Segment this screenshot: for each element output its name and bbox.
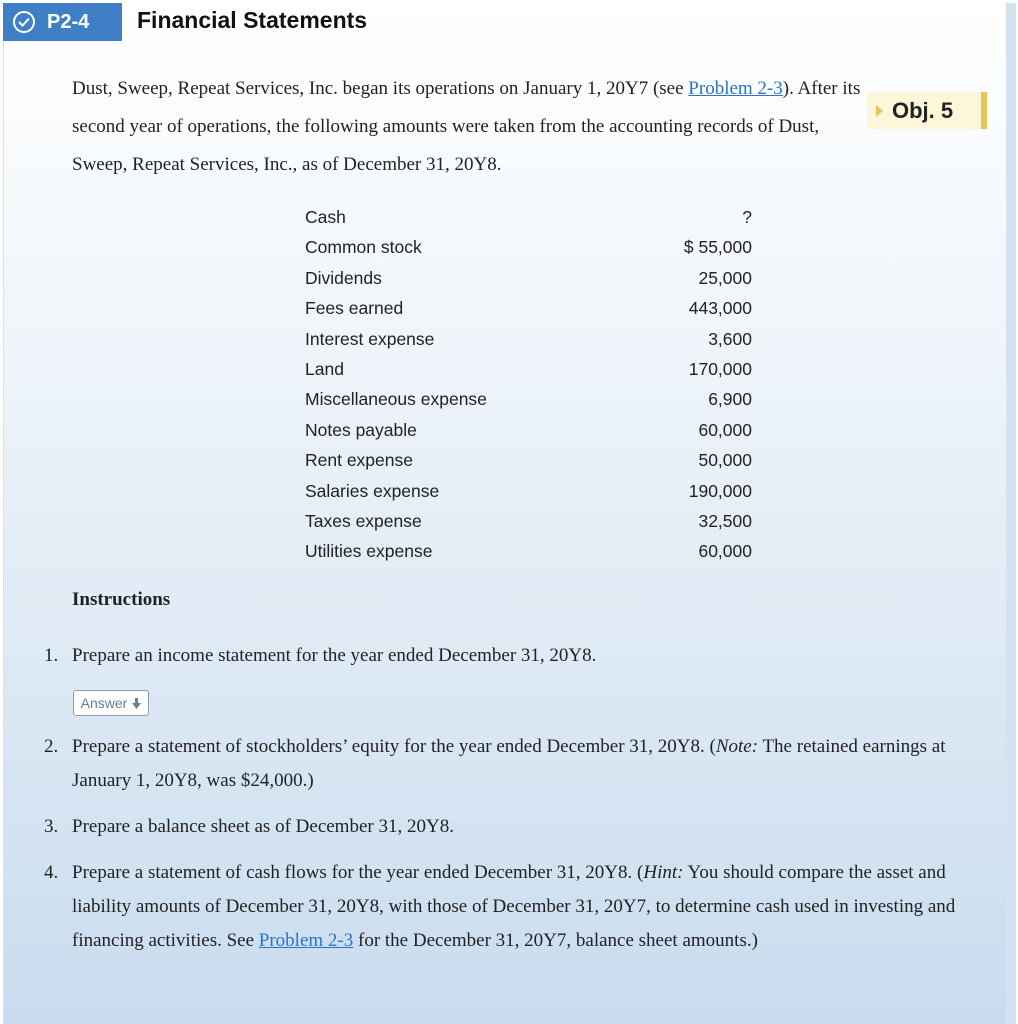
table-row xyxy=(305,354,752,384)
objective-label: Obj. 5 xyxy=(892,97,954,123)
table-row xyxy=(305,324,752,354)
checkmark-icon xyxy=(13,11,35,33)
account-name: Interest expense xyxy=(305,328,435,349)
item-number: 2. xyxy=(44,736,59,757)
problem-number: P2-4 xyxy=(47,10,90,33)
account-name: Cash xyxy=(305,207,346,227)
account-amount: 3,600 xyxy=(708,328,752,349)
account-name: Rent expense xyxy=(305,450,413,471)
problem-tag xyxy=(3,3,122,41)
table-row xyxy=(305,202,752,232)
problem-link[interactable]: Problem 2-3 xyxy=(688,78,783,99)
account-name: Fees earned xyxy=(305,298,404,319)
account-amount: 32,500 xyxy=(698,510,752,531)
answer-button[interactable] xyxy=(73,690,149,716)
account-amount: 60,000 xyxy=(698,419,752,440)
table-row xyxy=(305,232,752,262)
hint-label: Hint: xyxy=(643,862,684,883)
item-text: Prepare an income statement for the year ended December 31, 20Y8. xyxy=(72,645,597,666)
account-name: Common stock xyxy=(305,237,422,258)
account-name: Taxes expense xyxy=(305,510,422,531)
account-name: Dividends xyxy=(305,267,382,288)
account-name: Salaries expense xyxy=(305,480,440,501)
triangle-right-icon xyxy=(876,105,883,117)
account-name: Miscellaneous expense xyxy=(305,389,487,410)
item-text: Prepare a statement of stockholders’ equity for the year ended December 31, 20Y8. (Note: The retained earnings at January 1, 20Y8, was $24,000.) xyxy=(72,736,946,791)
intro-text-start: Dust, Sweep, Repeat Services, Inc. began its operations on January 1, 20Y7 (see xyxy=(72,78,689,99)
account-amount: $ 55,000 xyxy=(683,237,752,258)
account-amount: 190,000 xyxy=(688,480,752,501)
account-name: Land xyxy=(305,358,344,379)
table-row xyxy=(305,506,752,536)
page-title: Financial Statements xyxy=(137,7,368,33)
instruction-item-1 xyxy=(44,639,979,673)
account-amount: 60,000 xyxy=(698,541,752,562)
instruction-item-2 xyxy=(44,730,979,798)
table-row xyxy=(305,263,752,293)
account-amount: 50,000 xyxy=(698,450,752,471)
table-row xyxy=(305,445,752,475)
arrow-down-icon xyxy=(132,698,141,709)
item-number: 1. xyxy=(44,645,59,666)
account-name: Notes payable xyxy=(305,419,417,440)
problem-link[interactable]: Problem 2-3 xyxy=(258,930,354,951)
table-row xyxy=(305,384,752,414)
item-text: Prepare a statement of cash flows for the year ended December 31, 20Y8. (Hint: You should compare the asset and liability amounts of December 31, 20Y8, with those of December 31, 20Y7, to determine cash used in investing and financing activities. See Problem 2-3 for the December 31, 20Y7, balance sheet amounts.) xyxy=(72,862,956,951)
account-name: Utilities expense xyxy=(305,541,433,562)
note-label: Note: xyxy=(715,736,759,757)
instruction-item-3 xyxy=(44,810,979,844)
table-row xyxy=(305,476,752,506)
answer-label: Answer xyxy=(80,695,128,711)
account-amount: 443,000 xyxy=(688,298,752,319)
instruction-item-4 xyxy=(44,856,979,958)
accounts-table xyxy=(305,202,752,567)
table-row xyxy=(305,293,752,323)
instructions-heading: Instructions xyxy=(72,589,171,610)
item-number: 4. xyxy=(44,862,59,883)
objective-badge xyxy=(867,92,987,129)
table-row xyxy=(305,536,752,566)
account-amount: 170,000 xyxy=(688,358,752,379)
table-row xyxy=(305,415,752,445)
intro-paragraph xyxy=(72,70,862,184)
account-amount: 6,900 xyxy=(708,389,752,410)
account-amount: 25,000 xyxy=(698,267,752,288)
account-amount: ? xyxy=(742,207,752,227)
intro-text-end: ). After its second year of operations, the following amounts were taken from the accounting records of Dust, Sweep, Repeat Services, Inc., as of December 31, 20Y8. xyxy=(72,78,861,175)
item-text: Prepare a balance sheet as of December 31, 20Y8. xyxy=(72,816,454,837)
item-number: 3. xyxy=(44,816,59,837)
